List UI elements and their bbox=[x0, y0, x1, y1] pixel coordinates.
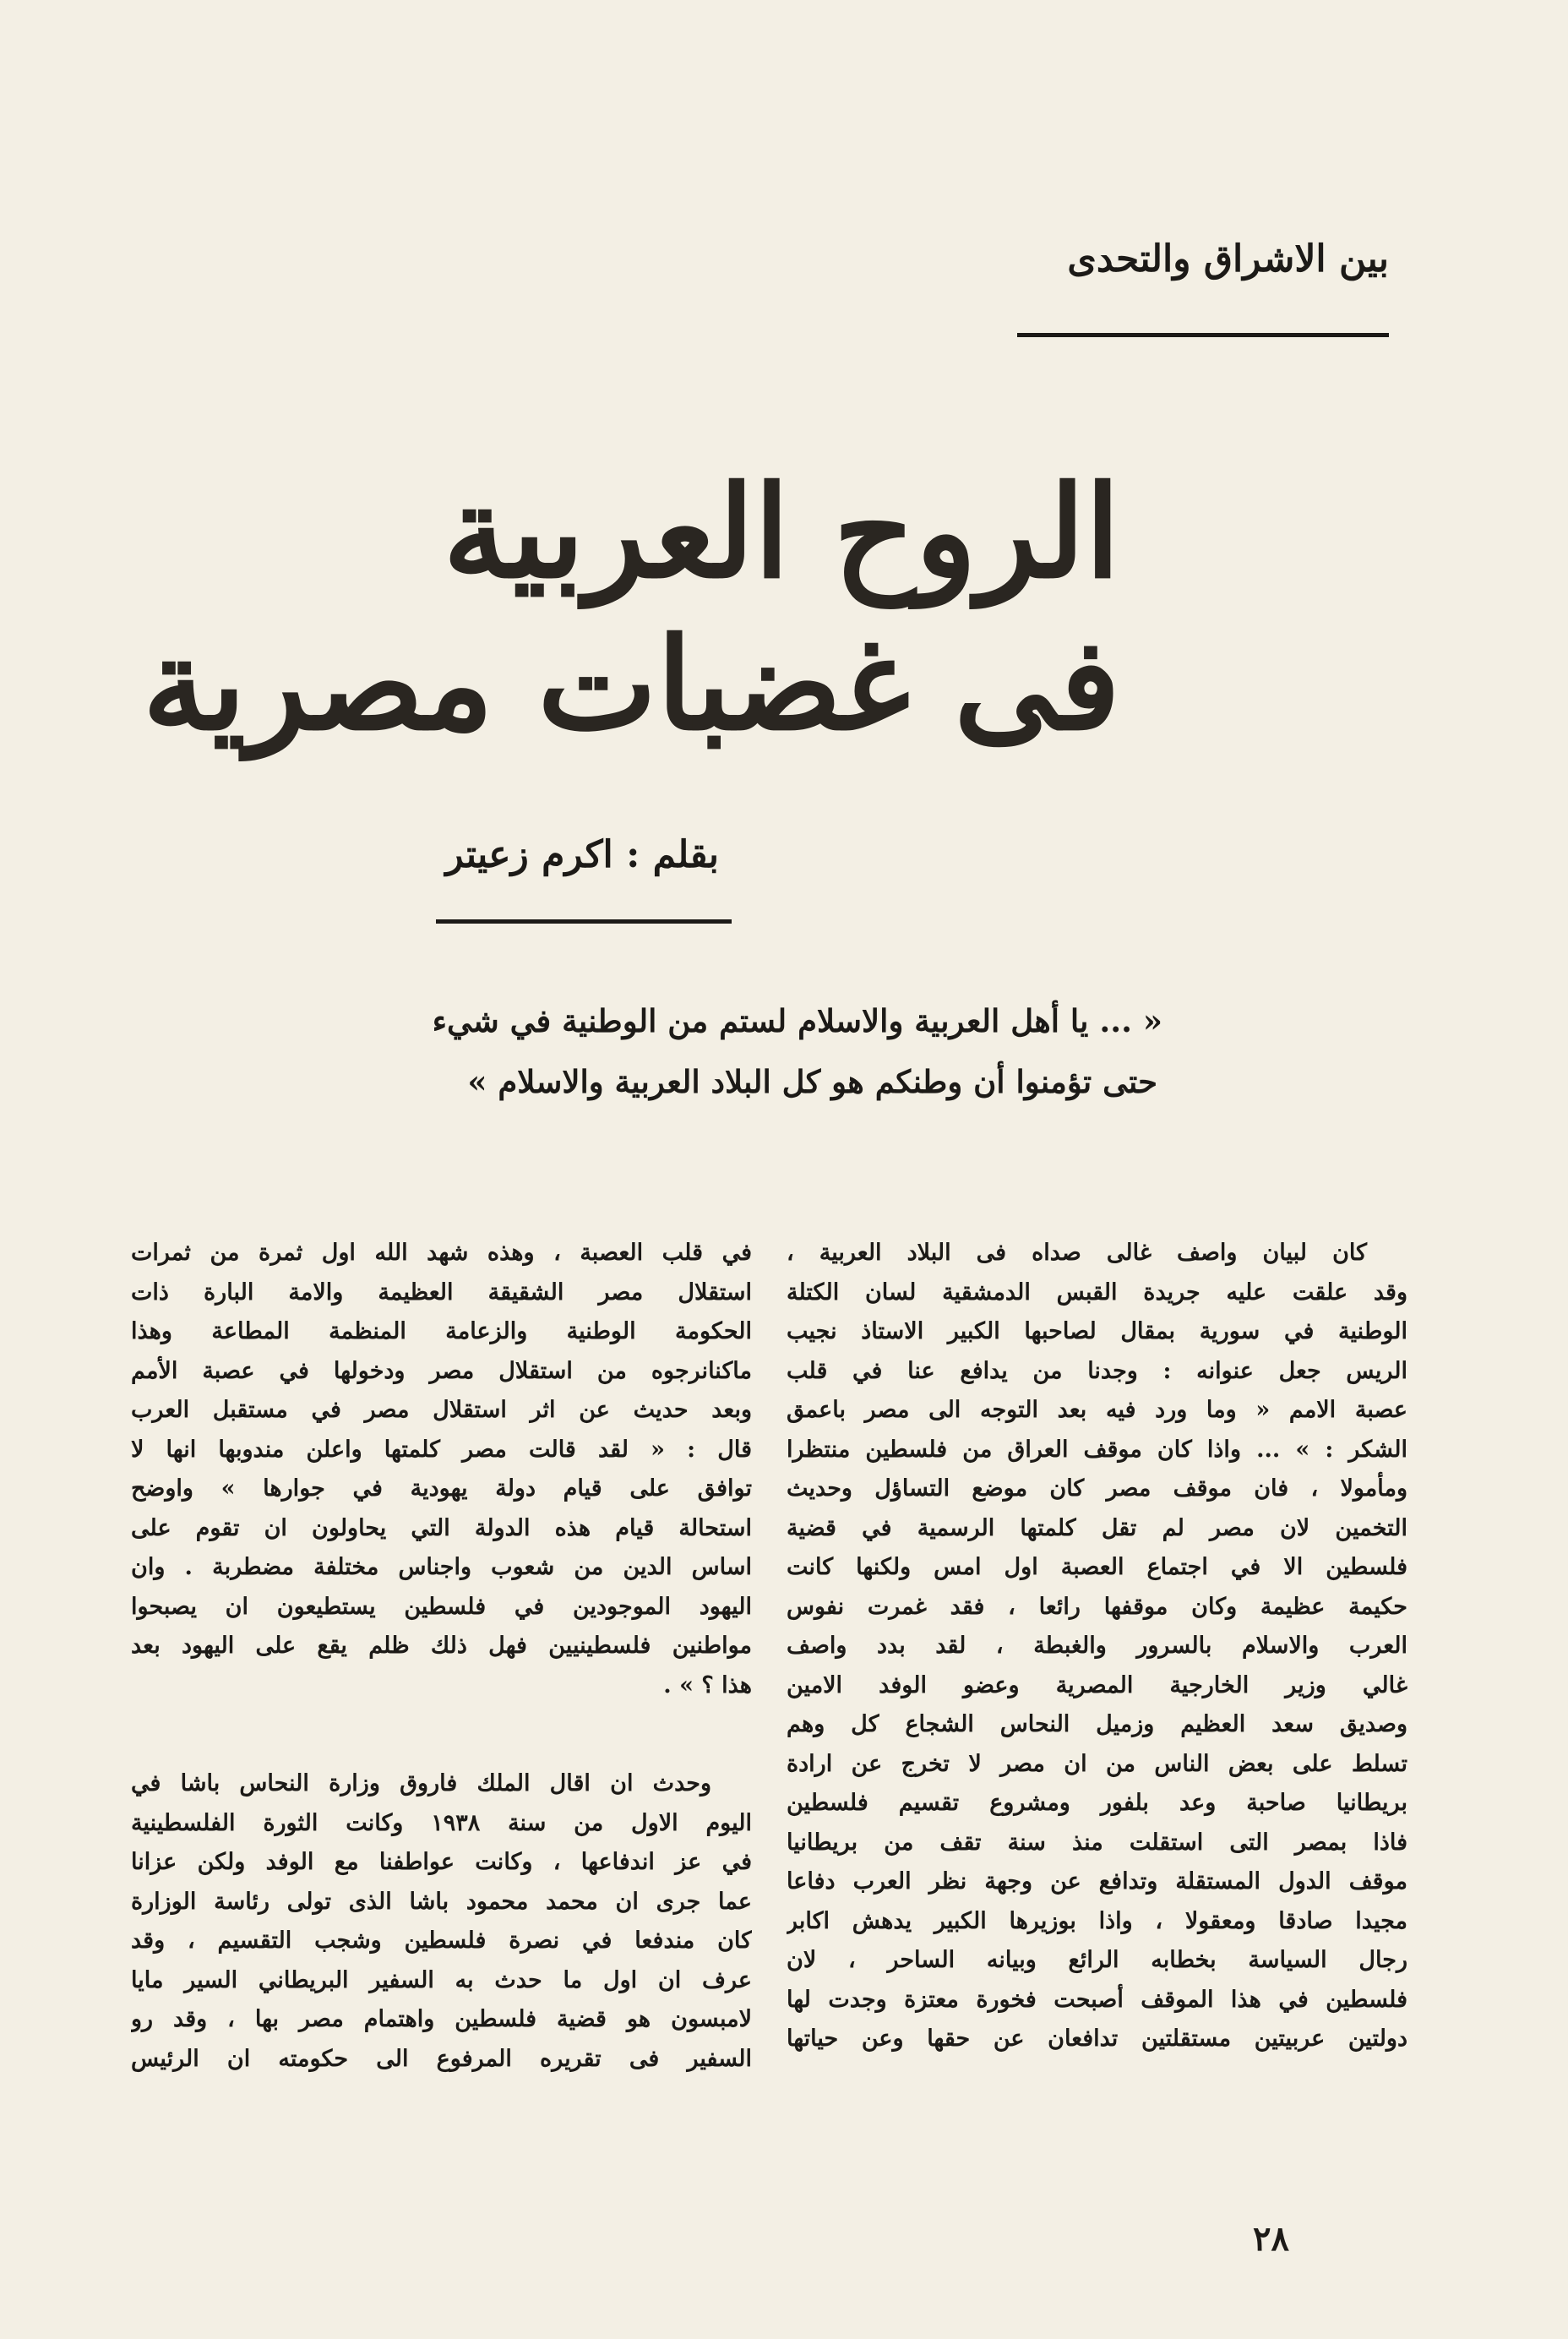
text-line: وقد علقت عليه جريدة القبس الدمشقية لسان الكتلة bbox=[787, 1279, 1407, 1306]
text-line: لامبسون هو قضية فلسطين واهتمام مصر بها ، وقد رو bbox=[131, 2006, 752, 2032]
section-label: بين الاشراق والتحدى bbox=[1067, 237, 1389, 281]
epigraph-line-2: حتى تؤمنوا أن وطنكم هو كل البلاد العربية والاسلام » bbox=[467, 1063, 1157, 1100]
text-line: عصبة الامم « وما ورد فيه بعد التوجه الى مصر باعمق bbox=[787, 1397, 1407, 1423]
text-line: موقف الدول المستقلة وتدافع عن وجهة نظر العرب دفاعا bbox=[787, 1868, 1407, 1895]
text-line: السفير فى تقريره المرفوع الى حكومته ان الرئيس bbox=[131, 2045, 752, 2072]
text-line: العرب والاسلام بالسرور والغبطة ، لقد بدد واصف bbox=[787, 1633, 1407, 1659]
text-line: قال : « لقد قالت مصر كلمتها واعلن مندوبها انها لا bbox=[131, 1436, 752, 1463]
text-line: ومأمولا ، فان موقف مصر كان موضع التساؤل وحديث bbox=[787, 1475, 1407, 1502]
text-line: هذا ؟ » . bbox=[663, 1671, 752, 1698]
text-line: مجيدا صادقا ومعقولا ، واذا بوزيرها الكبير يدهش اكابر bbox=[787, 1907, 1407, 1934]
text-line: اساس الدين من شعوب واجناس مختلفة مضطربة . وان bbox=[131, 1554, 752, 1580]
left-column bbox=[131, 1234, 752, 2079]
text-line: فلسطين في هذا الموقف أصبحت فخورة معتزة وجدت لها bbox=[787, 1986, 1407, 2013]
text-line: توافق على قيام دولة يهودية في جوارها » واوضح bbox=[131, 1475, 752, 1502]
text-line: رجال السياسة بخطابه الرائع وبيانه الساحر ، لان bbox=[787, 1947, 1407, 1973]
text-line: حكيمة عظيمة وكان موقفها رائعا ، فقد غمرت نفوس bbox=[787, 1593, 1407, 1620]
page-number: ٢٨ bbox=[1253, 2219, 1289, 2259]
section-rule bbox=[1017, 333, 1389, 337]
text-line: التخمين لان مصر لم تقل كلمتها الرسمية في قضية bbox=[787, 1514, 1407, 1541]
text-line: استقلال مصر الشقيقة العظيمة والامة البارة ذات bbox=[131, 1279, 752, 1306]
text-line: في قلب العصبة ، وهذه شهد الله اول ثمرة من ثمرات bbox=[131, 1240, 752, 1266]
text-line: بريطانيا صاحبة وعد بلفور ومشروع تقسيم فلسطين bbox=[787, 1790, 1407, 1816]
byline: بقلم : اكرم زعيتر bbox=[445, 833, 719, 876]
text-line: اليوم الاول من سنة ١٩٣٨ وكانت الثورة الفلسطينية bbox=[131, 1809, 752, 1836]
text-line: استحالة قيام هذه الدولة التي يحاولون ان تقوم على bbox=[131, 1514, 752, 1541]
text-line: مواطنين فلسطينيين فهل ذلك ظلم يقع على اليهود بعد bbox=[131, 1633, 752, 1659]
title-line-1: الروح العربية bbox=[443, 458, 1120, 607]
text-line: كان مندفعا في نصرة فلسطين وشجب التقسيم ، وقد bbox=[131, 1927, 752, 1954]
text-line: اليهود الموجودين في فلسطين يستطيعون ان يصبحوا bbox=[131, 1593, 752, 1620]
text-line: وحدث ان اقال الملك فاروق وزارة النحاس باشا في bbox=[131, 1770, 711, 1797]
text-line: غالي وزير الخارجية المصرية وعضو الوفد الامين bbox=[787, 1671, 1407, 1698]
text-line: تسلط على بعض الناس من ان مصر لا تخرج عن ارادة bbox=[787, 1750, 1407, 1777]
right-column bbox=[787, 1234, 1407, 2059]
text-line: الحكومة الوطنية والزعامة المنظمة المطاعة وهذا bbox=[131, 1318, 752, 1344]
text-line: الريس جعل عنوانه : وجدنا من يدافع عنا في قلب bbox=[787, 1357, 1407, 1384]
byline-rule bbox=[436, 919, 732, 924]
text-line: فلسطين الا في اجتماع العصبة اول امس ولكنها كانت bbox=[787, 1554, 1407, 1580]
text-line: عرف ان اول ما حدث به السفير البريطاني السير مايا bbox=[131, 1966, 752, 1993]
text-line: وصديق سعد العظيم وزميل النحاس الشجاع كل وهم bbox=[787, 1711, 1407, 1737]
text-line: الشكر : » ... واذا كان موقف العراق من فلسطين منتظرا bbox=[787, 1436, 1407, 1463]
paragraph-gap bbox=[131, 1705, 752, 1764]
text-line: ماكنانرجوه من استقلال مصر ودخولها في عصبة الأمم bbox=[131, 1357, 752, 1384]
text-line: الوطنية في سورية بمقال لصاحبها الكبير الاستاذ نجيب bbox=[787, 1318, 1407, 1344]
epigraph-line-1: « ... يا أهل العربية والاسلام لستم من الوطنية في شيء bbox=[432, 1002, 1162, 1039]
text-line: في عز اندفاعها ، وكانت عواطفنا مع الوفد ولكن عزانا bbox=[131, 1849, 752, 1875]
text-line: دولتين عربيتين مستقلتين تدافعان عن حقها وعن حياتها bbox=[787, 2025, 1407, 2052]
text-line: فاذا بمصر التى استقلت منذ سنة تقف من بريطانيا bbox=[787, 1829, 1407, 1856]
text-line: عما جرى ان محمد محمود باشا الذى تولى رئاسة الوزارة bbox=[131, 1888, 752, 1915]
text-line: كان لبيان واصف غالى صداه فى البلاد العربية ، bbox=[787, 1240, 1367, 1266]
text-line: وبعد حديث عن اثر استقلال مصر في مستقبل العرب bbox=[131, 1397, 752, 1423]
title-line-2: فى غضبات مصرية bbox=[142, 610, 1120, 759]
